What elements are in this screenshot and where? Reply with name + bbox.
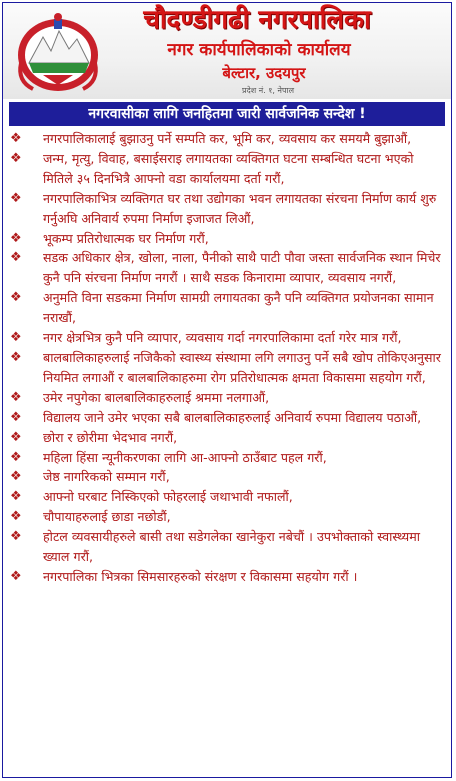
list-item-text: छोरा र छोरीमा भेदभाव नगरौं, bbox=[43, 429, 178, 445]
list-item bbox=[3, 248, 451, 288]
diamond-cluster-icon: ❖ bbox=[10, 250, 22, 266]
list-item bbox=[3, 189, 451, 229]
list-item bbox=[3, 507, 451, 527]
diamond-cluster-icon: ❖ bbox=[10, 449, 22, 465]
list-item-text: उमेर नपुगेका बालबालिकाहरुलाई श्रममा नलगाऔं, bbox=[43, 389, 270, 405]
list-item-text: आफ्नो घरबाट निस्किएको फोहरलाई जथाभावी नफालौं, bbox=[43, 489, 293, 505]
list-item bbox=[3, 567, 451, 587]
list-item-text: नगरपालिकालाई बुझाउनु पर्ने सम्पति कर, भूमि कर, व्यवसाय कर समयमै बुझाऔं, bbox=[43, 131, 412, 146]
notice-board bbox=[2, 2, 452, 778]
list-item bbox=[3, 149, 451, 189]
list-item-text: विद्यालय जाने उमेर भएका सबै बालबालिकाहरुलाई अनिवार्य रुपमा विद्यालय पठाऔं, bbox=[43, 409, 422, 425]
header bbox=[3, 3, 451, 99]
list-item-text: नगर क्षेत्रभित्र कुनै पनि व्यापार, व्यवसाय गर्दा नगरपालिकामा दर्ता गरेर मात्र गरौं, bbox=[43, 330, 402, 346]
list-item bbox=[3, 487, 451, 507]
list-item bbox=[3, 448, 451, 468]
diamond-cluster-icon: ❖ bbox=[10, 389, 22, 405]
list-item bbox=[3, 229, 451, 249]
list-item-text: महिला हिंसा न्यूनीकरणका लागि आ-आफ्नो ठाउँबाट पहल गरौं, bbox=[43, 449, 327, 465]
diamond-cluster-icon: ❖ bbox=[10, 489, 22, 505]
diamond-cluster-icon: ❖ bbox=[10, 568, 22, 584]
diamond-cluster-icon: ❖ bbox=[10, 131, 22, 146]
list-item bbox=[3, 129, 451, 149]
list-item bbox=[3, 527, 451, 567]
list-item-text: होटल व्यवसायीहरुले बासी तथा सडेगलेका खानेकुरा नबेचौं । उपभोक्ताको स्वास्थ्यमा ख्याल गरौं, bbox=[43, 529, 421, 565]
office-subtitle: नगर कार्यपालिकाको कार्यालय bbox=[167, 40, 351, 60]
list-item bbox=[3, 408, 451, 428]
list-item-text: सडक अधिकार क्षेत्र, खोला, नाला, पैनीको साथै पाटी पौवा जस्ता सार्वजनिक स्थान मिचेर कुनै पनि संरचना निर्माण नगरौं । साथै सडक किनारामा व्यापार, व्यवसाय नगरौं, bbox=[43, 250, 441, 286]
list-item-text: नगरपालिकाभित्र व्यक्तिगत घर तथा उद्योगका भवन लगायतका संरचना निर्माण कार्य शुरु गर्नुअघि अनिवार्य रुपमा निर्माण इजाजत लिऔं, bbox=[43, 190, 437, 226]
diamond-cluster-icon: ❖ bbox=[10, 190, 22, 206]
diamond-cluster-icon: ❖ bbox=[10, 429, 22, 445]
notice-list bbox=[3, 129, 451, 587]
list-item-text: भूकम्प प्रतिरोधात्मक घर निर्माण गरौं, bbox=[43, 230, 209, 246]
office-location: बेल्टार, उदयपुर bbox=[222, 64, 306, 82]
list-item bbox=[3, 348, 451, 388]
diamond-cluster-icon: ❖ bbox=[10, 349, 22, 365]
diamond-cluster-icon: ❖ bbox=[10, 509, 22, 525]
list-item-text: नगरपालिका भित्रका सिमसारहरुको संरक्षण र विकासमा सहयोग गरौं । bbox=[43, 568, 358, 584]
diamond-cluster-icon: ❖ bbox=[10, 330, 22, 346]
diamond-cluster-icon: ❖ bbox=[10, 469, 22, 485]
diamond-cluster-icon: ❖ bbox=[10, 529, 22, 545]
province-text: प्रदेश नं. १, नेपाल bbox=[241, 86, 295, 95]
list-item bbox=[3, 328, 451, 348]
notice-banner: नगरवासीका लागि जनहितमा जारी सार्वजनिक सन्देश ! bbox=[9, 102, 445, 126]
list-item-text: चौपायाहरुलाई छाडा नछोडौं, bbox=[43, 509, 171, 525]
diamond-cluster-icon: ❖ bbox=[10, 230, 22, 246]
list-item-text: अनुमति विना सडकमा निर्माण सामग्री लगायतका कुनै पनि व्यक्तिगत प्रयोजनका सामान नराखौं, bbox=[43, 290, 434, 326]
list-item bbox=[3, 388, 451, 408]
list-item-text: जेष्ठ नागरिकको सम्मान गरौं, bbox=[43, 469, 170, 485]
diamond-cluster-icon: ❖ bbox=[10, 150, 22, 166]
list-item bbox=[3, 428, 451, 448]
list-item bbox=[3, 288, 451, 328]
municipality-title: चौदण्डीगढी नगरपालिका bbox=[143, 5, 371, 35]
list-item-text: बालबालिकाहरुलाई नजिकैको स्वास्थ्य संस्थामा लगि लगाउनु पर्ने सबै खोप तोकिएअनुसार नियमित लगाऔं र बालबालिकाहरुमा रोग प्रतिरोधात्मक क्षमता विकासमा सहयोग गरौं, bbox=[43, 349, 441, 385]
diamond-cluster-icon: ❖ bbox=[10, 290, 22, 306]
list-item bbox=[3, 467, 451, 487]
diamond-cluster-icon: ❖ bbox=[10, 409, 22, 425]
list-item-text: जन्म, मृत्यु, विवाह, बसाईसराइ लगायतका व्यक्तिगत घटना सम्बन्धित घटना भएको मितिले ३५ दिनभित्रै आफ्नो वडा कार्यालयमा दर्ता गरौं, bbox=[43, 150, 414, 186]
